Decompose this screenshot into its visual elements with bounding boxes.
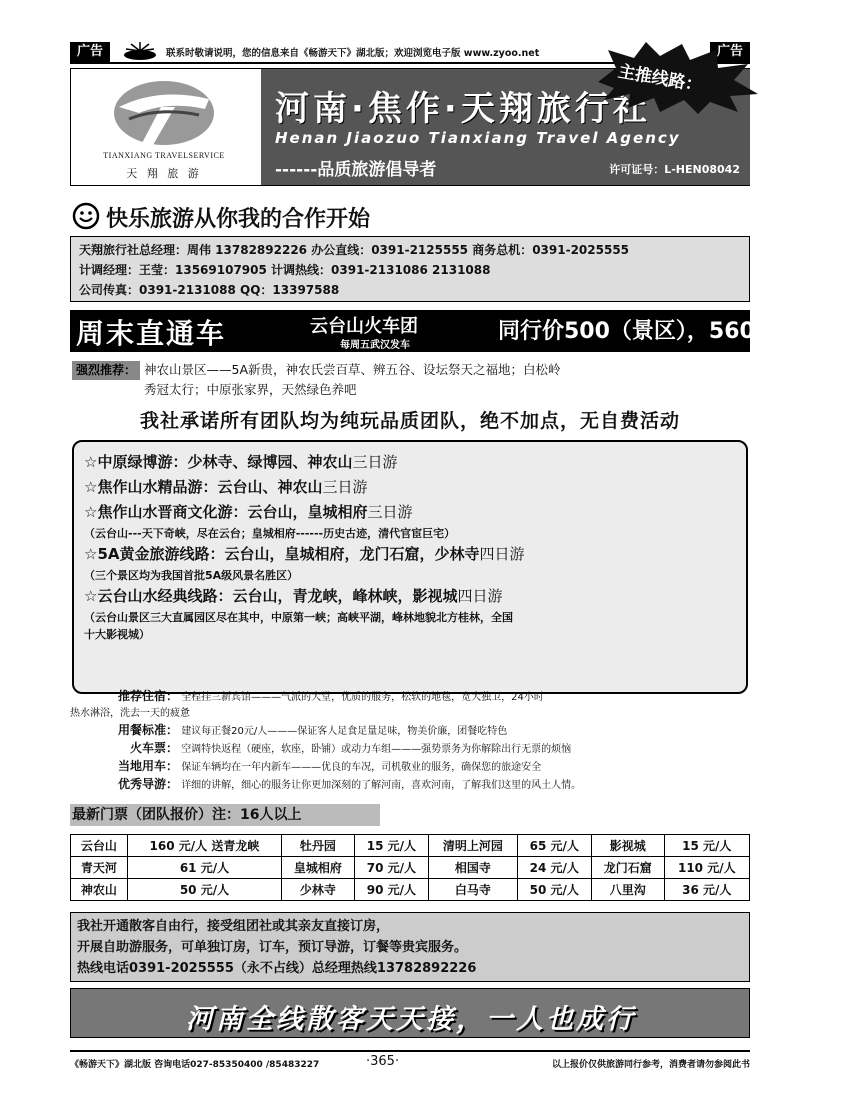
direct-line-2: 开展自助游服务，可单独订房，订车，预订导游，订餐等贵宾服务。 <box>77 940 468 955</box>
contact-line-1: 天翔旅行社总经理：周伟 13782892226 办公直线：0391-2125555 商务总机：0391-2025555 <box>79 243 630 257</box>
weekend-title: 周末直通车 <box>76 317 227 350</box>
service-meal: 用餐标准： 建议每正餐20元/人———保证客人足食足量足味，物美价廉，团餐吃特色 <box>117 723 508 737</box>
smiley-icon <box>72 202 100 230</box>
direct-booking <box>70 912 750 982</box>
route-item: ☆5A黄金旅游线路：云台山，皇城相府，龙门石窟，少林寺四日游 <box>84 545 525 563</box>
agency-logo <box>79 77 249 180</box>
train-tour-title: 云台山火车团 <box>310 316 418 337</box>
ad-label-left: 广告 <box>70 42 110 62</box>
footer-left: 《畅游天下》湖北版 咨询电话027-85350400 /85483227 <box>70 1060 320 1070</box>
every-day-banner <box>70 988 750 1038</box>
route-note: （云台山景区三大直属园区尽在其中，中原第一峡；高峡平湖，峰林地貌北方桂林，全国 <box>84 611 513 624</box>
route-list <box>72 440 748 694</box>
recommend-text-1: 神农山景区——5A新贵，神农氏尝百草、辨五谷、设坛祭天之福地；白松岭 <box>144 362 561 377</box>
every-day-text: 河南全线散客天天接，一人也成行 <box>186 1004 636 1035</box>
train-price: 同行价500（景区），560（景三） <box>498 319 843 344</box>
agency-name-en: Henan Jiaozuo Tianxiang Travel Agency <box>275 129 681 147</box>
service-hotel: 推荐住宿： 全程挂三新宾馆———气派的大堂，优质的服务，松软的地毯，宽大独卫，24小时 <box>117 689 544 703</box>
route-item: ☆焦作山水精品游：云台山、神农山三日游 <box>84 478 368 496</box>
featured-label: 主推线路： <box>616 61 704 97</box>
contact-line-2: 计调经理：王莹：13569107905 计调热线：0391-2131086 2131088 <box>79 263 491 277</box>
logo-english: TIANXIANG TRAVELSERVICE <box>103 151 225 160</box>
service-train-ticket: 火车票： 空调特快返程（硬座，软座，卧铺）或动力车组———强势票务为你解除出行无票的烦恼 <box>129 741 572 755</box>
service-car: 当地用车： 保证车辆均在一年内新车———优良的车况，司机敬业的服务，确保您的旅途安全 <box>117 759 542 773</box>
ad-label-right: 广告 <box>710 42 750 62</box>
table-row: 青天河 61 元/人 皇城相府 70 元/人 相国寺 24 元/人 龙门石窟 110 元/人 <box>71 857 750 879</box>
service-guide: 优秀导游： 详细的讲解，细心的服务让你更加深刻的了解河南，喜欢河南，了解我们这里的风土人情。 <box>117 777 582 791</box>
contact-info <box>70 236 750 302</box>
page-number: ·365· <box>366 1054 400 1069</box>
promise-statement: 我社承诺所有团队均为纯玩品质团队，绝不加点，无自费活动 <box>139 410 680 432</box>
footer-right: 以上报价仅供旅游同行参考，消费者请勿参阅此书 <box>551 1060 750 1070</box>
route-note: 十大影视城） <box>84 628 150 641</box>
route-note: （三个景区均为我国首批5A级风景名胜区） <box>84 569 299 582</box>
slogan: ------品质旅游倡导者 <box>275 160 437 180</box>
logo-chinese: 天 翔 旅 游 <box>126 167 202 180</box>
contact-line-3: 公司传真：0391-2131088 QQ：13397588 <box>79 283 340 297</box>
happy-slogan: 快乐旅游从你我的合作开始 <box>106 206 371 232</box>
service-info <box>70 688 750 794</box>
direct-line-1: 我社开通散客自由行，接受组团社或其亲友直接订房， <box>77 919 390 934</box>
weekend-train-bar <box>70 310 843 352</box>
route-item: ☆焦作山水晋商文化游：云台山，皇城相府三日游 <box>84 503 413 521</box>
route-item: ☆云台山水经典线路：云台山，青龙峡，峰林峡，影视城四日游 <box>84 587 503 605</box>
service-hotel-cont: 热水淋浴，洗去一天的疲惫 <box>70 708 190 719</box>
table-row: 神农山 50 元/人 少林寺 90 元/人 白马寺 50 元/人 八里沟 36 元/人 <box>71 879 750 901</box>
page <box>70 40 843 1070</box>
ad-note: 联系时敬请说明，您的信息来自《畅游天下》湖北版；欢迎浏览电子版 www.zyoo.net <box>166 48 540 59</box>
route-item: ☆中原绿博游：少林寺、绿博园、神农山三日游 <box>84 453 398 471</box>
recommendation <box>72 360 748 399</box>
tianxiang-logo-icon <box>109 77 219 149</box>
ticket-table <box>70 834 750 901</box>
magazine-logo-icon <box>118 41 162 61</box>
train-departure: 每周五武汉发车 <box>340 340 410 351</box>
recommend-text-2: 秀冠太行；中原张家界，天然绿色养吧 <box>144 382 357 397</box>
license-number: 许可证号：L-HEN08042 <box>609 163 740 176</box>
agency-name-cn: 河南·焦作·天翔旅行社 <box>275 89 651 129</box>
recommend-tag: 强烈推荐： <box>72 361 140 380</box>
ticket-title: 最新门票（团队报价）注：16人以上 <box>70 804 380 826</box>
route-note: （云台山---天下奇峡，尽在云台；皇城相府------历史古迹，清代官宦巨宅） <box>84 527 456 540</box>
page-footer <box>70 1050 750 1070</box>
direct-line-3: 热线电话0391-2025555（永不占线）总经理热线13782892226 <box>77 961 477 976</box>
table-row: 云台山 160 元/人 送青龙峡 牡丹园 15 元/人 清明上河园 65 元/人 影视城 15 元/人 <box>71 835 750 857</box>
